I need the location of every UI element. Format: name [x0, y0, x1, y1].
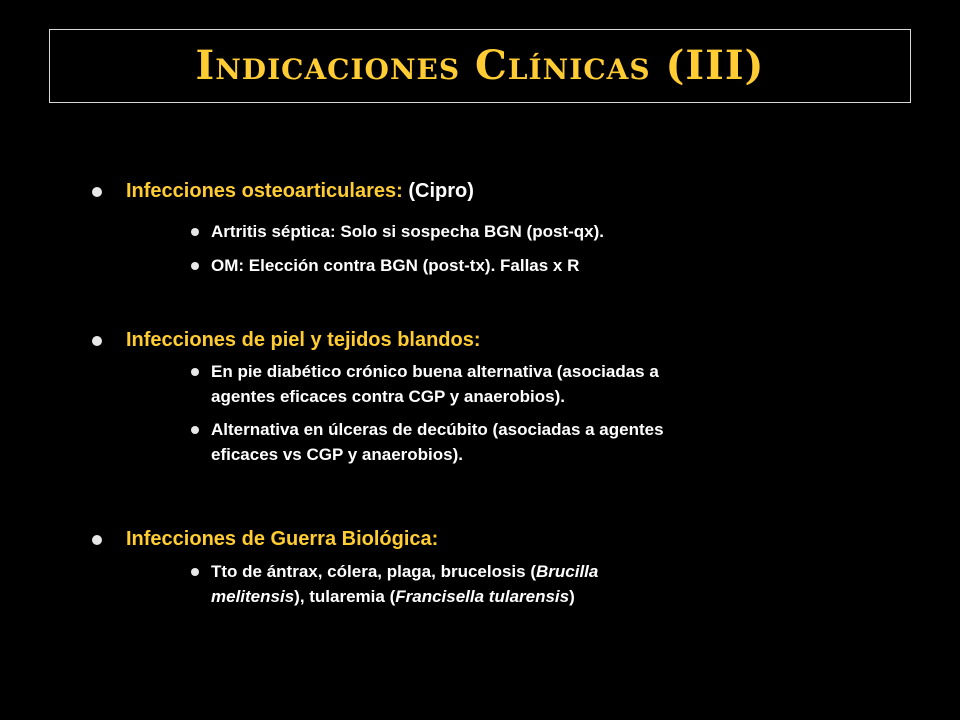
- bullet-text-italic: melitensis: [211, 587, 295, 606]
- section-osteoarticulares: [92, 179, 872, 278]
- bullet-text: ): [569, 587, 575, 606]
- bullet-dot-icon: [191, 262, 199, 270]
- bullet-dot-icon: [191, 426, 199, 434]
- slide-title: Indicaciones Clínicas (III): [195, 42, 765, 89]
- bullet-dot-icon: [191, 228, 199, 236]
- section-heading: Infecciones de Guerra Biológica:: [126, 528, 439, 550]
- bullet-level1: [92, 328, 872, 352]
- bullet-text-line: agentes eficaces contra CGP y anaerobios).: [211, 387, 565, 406]
- section-heading: Infecciones de piel y tejidos blandos:: [126, 329, 481, 351]
- bullet-text-line: En pie diabético crónico buena alternativa (asociadas a: [211, 362, 659, 381]
- bullet-level2: [191, 559, 872, 609]
- bullet-level2: [191, 253, 872, 278]
- bullet-text-italic: Francisella tularensis: [395, 587, 570, 606]
- bullet-text: Artritis séptica: Solo si sospecha BGN (post-qx).: [211, 222, 604, 241]
- bullet-level2: [191, 359, 872, 409]
- bullet-dot-icon: [191, 368, 199, 376]
- title-box: [49, 29, 911, 103]
- bullet-level2: [191, 219, 872, 244]
- bullet-level2: [191, 417, 872, 467]
- section-heading: Infecciones osteoarticulares:: [126, 180, 403, 202]
- bullet-dot-icon: [92, 535, 102, 545]
- bullet-dot-icon: [92, 187, 102, 197]
- bullet-dot-icon: [92, 336, 102, 346]
- section-heading-extra: (Cipro): [408, 180, 474, 202]
- bullet-text-line: eficaces vs CGP y anaerobios).: [211, 445, 463, 464]
- bullet-level1: [92, 527, 872, 551]
- bullet-text-italic: Brucilla: [535, 562, 599, 581]
- bullet-dot-icon: [191, 568, 199, 576]
- bullet-level1: [92, 179, 872, 203]
- bullet-text: Tto de ántrax, cólera, plaga, brucelosis (: [211, 562, 536, 581]
- bullet-text: ), tularemia (: [294, 587, 396, 606]
- bullet-text: OM: Elección contra BGN (post-tx). Fallas x R: [211, 256, 580, 275]
- section-piel-tejidos: [92, 328, 872, 467]
- bullet-text-line: Alternativa en úlceras de decúbito (asociadas a agentes: [211, 420, 664, 439]
- section-guerra-biologica: [92, 527, 872, 609]
